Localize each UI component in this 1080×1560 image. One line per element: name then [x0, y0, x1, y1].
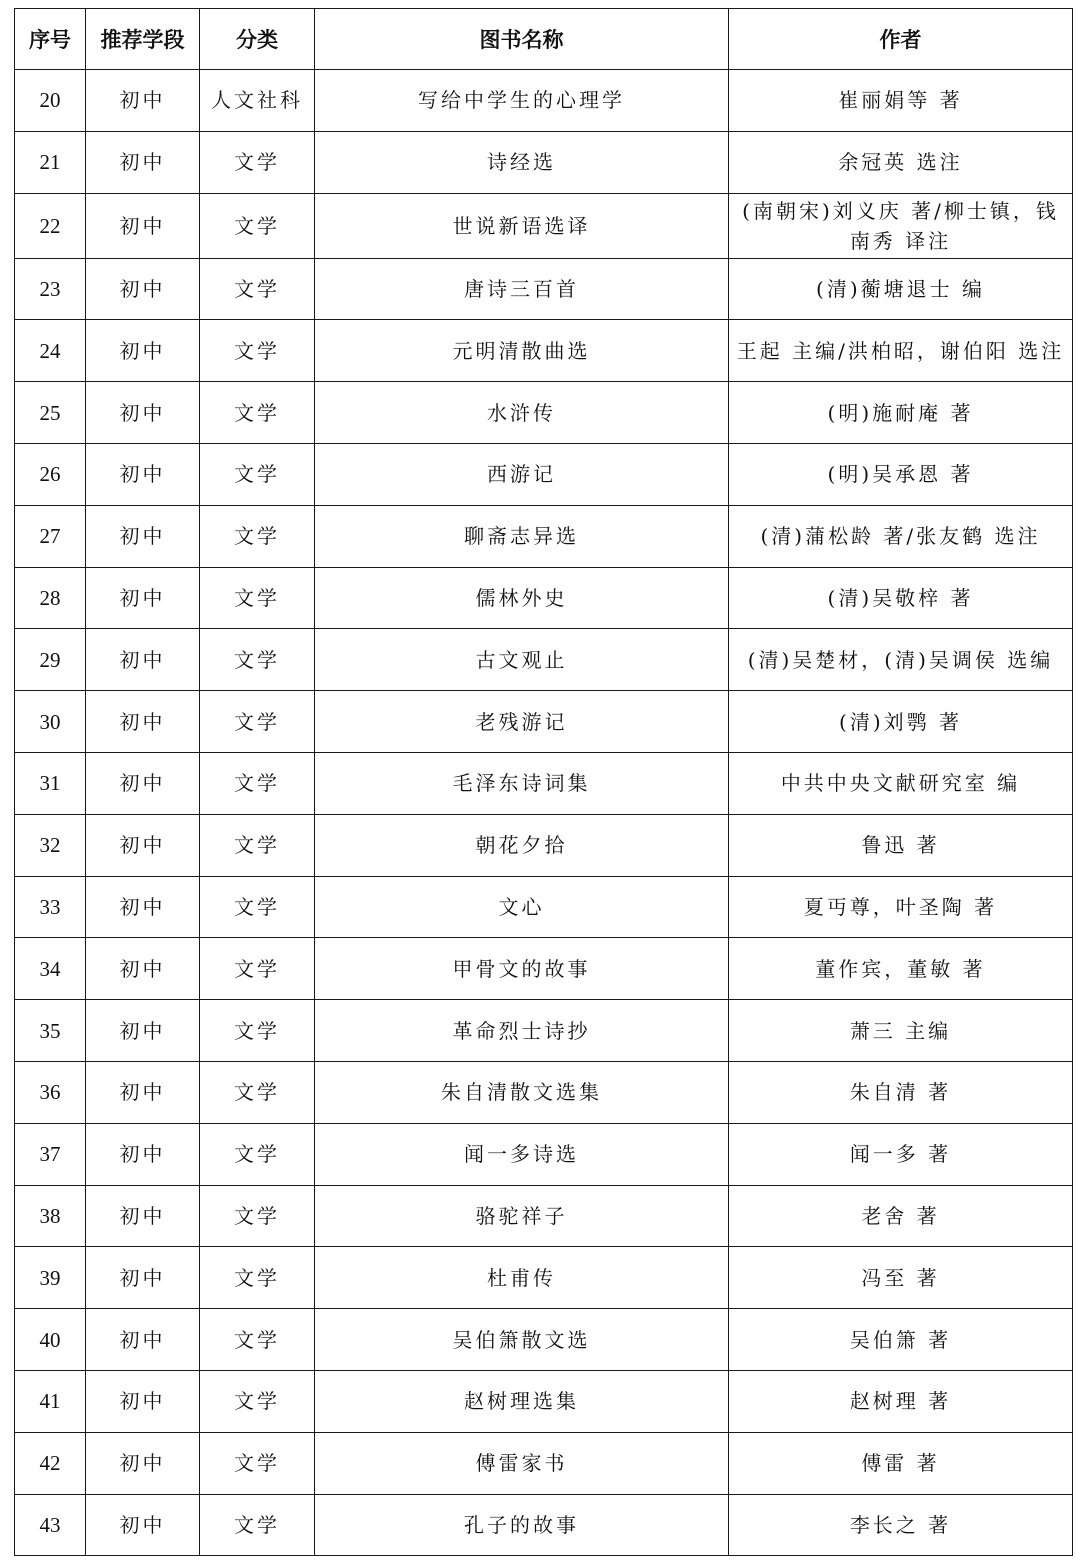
cell-title: 朝花夕拾	[315, 814, 729, 876]
cell-no: 21	[15, 131, 86, 193]
cell-title: 西游记	[315, 443, 729, 505]
cell-author: (明)施耐庵 著	[729, 382, 1073, 444]
cell-category: 文学	[200, 1123, 315, 1185]
cell-stage: 初中	[86, 938, 200, 1000]
table-body	[15, 70, 1073, 1556]
cell-stage: 初中	[86, 1370, 200, 1432]
cell-category: 文学	[200, 876, 315, 938]
table-row	[15, 193, 1073, 258]
table-row	[15, 1309, 1073, 1371]
table-row	[15, 629, 1073, 691]
cell-author: 鲁迅 著	[729, 814, 1073, 876]
cell-no: 27	[15, 505, 86, 567]
header-no: 序号	[15, 9, 86, 70]
table-row	[15, 938, 1073, 1000]
cell-category: 文学	[200, 505, 315, 567]
table-row	[15, 1247, 1073, 1309]
cell-no: 25	[15, 382, 86, 444]
cell-stage: 初中	[86, 443, 200, 505]
cell-no: 42	[15, 1432, 86, 1494]
table-header	[15, 9, 1073, 70]
cell-no: 29	[15, 629, 86, 691]
cell-category: 文学	[200, 691, 315, 753]
cell-category: 文学	[200, 320, 315, 382]
table-row	[15, 691, 1073, 753]
cell-category: 文学	[200, 131, 315, 193]
table-row	[15, 1061, 1073, 1123]
cell-stage: 初中	[86, 752, 200, 814]
cell-stage: 初中	[86, 1000, 200, 1062]
cell-author: 老舍 著	[729, 1185, 1073, 1247]
cell-no: 38	[15, 1185, 86, 1247]
cell-category: 文学	[200, 382, 315, 444]
cell-no: 34	[15, 938, 86, 1000]
cell-category: 文学	[200, 752, 315, 814]
table-row	[15, 876, 1073, 938]
cell-category: 文学	[200, 814, 315, 876]
table-row	[15, 382, 1073, 444]
cell-author: 余冠英 选注	[729, 131, 1073, 193]
cell-title: 毛泽东诗词集	[315, 752, 729, 814]
cell-category: 文学	[200, 1061, 315, 1123]
cell-author: 吴伯箫 著	[729, 1309, 1073, 1371]
cell-title: 儒林外史	[315, 567, 729, 629]
table-row	[15, 320, 1073, 382]
table-row	[15, 131, 1073, 193]
cell-stage: 初中	[86, 814, 200, 876]
cell-author: (南朝宋)刘义庆 著/柳士镇，钱南秀 译注	[729, 193, 1073, 258]
cell-title: 元明清散曲选	[315, 320, 729, 382]
header-category: 分类	[200, 9, 315, 70]
cell-title: 杜甫传	[315, 1247, 729, 1309]
cell-stage: 初中	[86, 567, 200, 629]
cell-category: 文学	[200, 1432, 315, 1494]
cell-title: 世说新语选译	[315, 193, 729, 258]
header-author: 作者	[729, 9, 1073, 70]
cell-author: (清)吴敬梓 著	[729, 567, 1073, 629]
cell-title: 写给中学生的心理学	[315, 70, 729, 132]
cell-no: 43	[15, 1494, 86, 1556]
cell-title: 革命烈士诗抄	[315, 1000, 729, 1062]
cell-author: 夏丏尊，叶圣陶 著	[729, 876, 1073, 938]
cell-author: (清)吴楚材，(清)吴调侯 选编	[729, 629, 1073, 691]
table-row	[15, 1123, 1073, 1185]
cell-title: 唐诗三百首	[315, 258, 729, 320]
cell-title: 吴伯箫散文选	[315, 1309, 729, 1371]
table-row	[15, 1370, 1073, 1432]
cell-no: 37	[15, 1123, 86, 1185]
cell-stage: 初中	[86, 1432, 200, 1494]
cell-category: 文学	[200, 1000, 315, 1062]
cell-stage: 初中	[86, 1123, 200, 1185]
cell-stage: 初中	[86, 70, 200, 132]
cell-stage: 初中	[86, 629, 200, 691]
cell-author: 董作宾，董敏 著	[729, 938, 1073, 1000]
cell-author: (清)蒲松龄 著/张友鹤 选注	[729, 505, 1073, 567]
table-row	[15, 505, 1073, 567]
cell-title: 闻一多诗选	[315, 1123, 729, 1185]
cell-author: 赵树理 著	[729, 1370, 1073, 1432]
table-row	[15, 1185, 1073, 1247]
cell-title: 老残游记	[315, 691, 729, 753]
cell-category: 文学	[200, 443, 315, 505]
header-row	[15, 9, 1073, 70]
cell-author: 萧三 主编	[729, 1000, 1073, 1062]
table-row	[15, 752, 1073, 814]
cell-stage: 初中	[86, 131, 200, 193]
cell-category: 文学	[200, 1309, 315, 1371]
book-list-table	[14, 8, 1073, 1556]
cell-no: 31	[15, 752, 86, 814]
cell-title: 诗经选	[315, 131, 729, 193]
cell-author: 中共中央文献研究室 编	[729, 752, 1073, 814]
cell-no: 23	[15, 258, 86, 320]
table-row	[15, 1432, 1073, 1494]
cell-no: 33	[15, 876, 86, 938]
cell-title: 文心	[315, 876, 729, 938]
cell-category: 文学	[200, 258, 315, 320]
cell-stage: 初中	[86, 691, 200, 753]
table-row	[15, 567, 1073, 629]
cell-stage: 初中	[86, 320, 200, 382]
cell-title: 赵树理选集	[315, 1370, 729, 1432]
cell-category: 文学	[200, 1494, 315, 1556]
cell-no: 35	[15, 1000, 86, 1062]
cell-author: 李长之 著	[729, 1494, 1073, 1556]
cell-title: 水浒传	[315, 382, 729, 444]
cell-no: 30	[15, 691, 86, 753]
cell-stage: 初中	[86, 1247, 200, 1309]
cell-author: (清)刘鹗 著	[729, 691, 1073, 753]
cell-category: 文学	[200, 629, 315, 691]
cell-author: 冯至 著	[729, 1247, 1073, 1309]
cell-author: 朱自清 著	[729, 1061, 1073, 1123]
cell-author: 闻一多 著	[729, 1123, 1073, 1185]
cell-category: 文学	[200, 1370, 315, 1432]
cell-no: 28	[15, 567, 86, 629]
cell-category: 文学	[200, 938, 315, 1000]
header-stage: 推荐学段	[86, 9, 200, 70]
cell-category: 文学	[200, 1185, 315, 1247]
table-row	[15, 258, 1073, 320]
cell-stage: 初中	[86, 505, 200, 567]
cell-title: 古文观止	[315, 629, 729, 691]
table-row	[15, 443, 1073, 505]
cell-category: 文学	[200, 193, 315, 258]
cell-stage: 初中	[86, 876, 200, 938]
cell-title: 聊斋志异选	[315, 505, 729, 567]
table-row	[15, 1494, 1073, 1556]
cell-title: 甲骨文的故事	[315, 938, 729, 1000]
header-title: 图书名称	[315, 9, 729, 70]
cell-author: (清)蘅塘退士 编	[729, 258, 1073, 320]
cell-category: 文学	[200, 567, 315, 629]
cell-no: 20	[15, 70, 86, 132]
cell-title: 朱自清散文选集	[315, 1061, 729, 1123]
cell-no: 26	[15, 443, 86, 505]
cell-stage: 初中	[86, 1061, 200, 1123]
cell-stage: 初中	[86, 1185, 200, 1247]
cell-stage: 初中	[86, 258, 200, 320]
table-row	[15, 814, 1073, 876]
cell-author: 王起 主编/洪柏昭，谢伯阳 选注	[729, 320, 1073, 382]
cell-no: 24	[15, 320, 86, 382]
cell-author: (明)吴承恩 著	[729, 443, 1073, 505]
cell-no: 41	[15, 1370, 86, 1432]
table-row	[15, 70, 1073, 132]
table-row	[15, 1000, 1073, 1062]
cell-title: 孔子的故事	[315, 1494, 729, 1556]
cell-stage: 初中	[86, 193, 200, 258]
cell-stage: 初中	[86, 1309, 200, 1371]
cell-title: 骆驼祥子	[315, 1185, 729, 1247]
cell-author: 傅雷 著	[729, 1432, 1073, 1494]
cell-category: 人文社科	[200, 70, 315, 132]
cell-no: 32	[15, 814, 86, 876]
cell-stage: 初中	[86, 1494, 200, 1556]
cell-no: 22	[15, 193, 86, 258]
cell-no: 36	[15, 1061, 86, 1123]
cell-category: 文学	[200, 1247, 315, 1309]
cell-stage: 初中	[86, 382, 200, 444]
cell-author: 崔丽娟等 著	[729, 70, 1073, 132]
cell-no: 40	[15, 1309, 86, 1371]
cell-no: 39	[15, 1247, 86, 1309]
cell-title: 傅雷家书	[315, 1432, 729, 1494]
